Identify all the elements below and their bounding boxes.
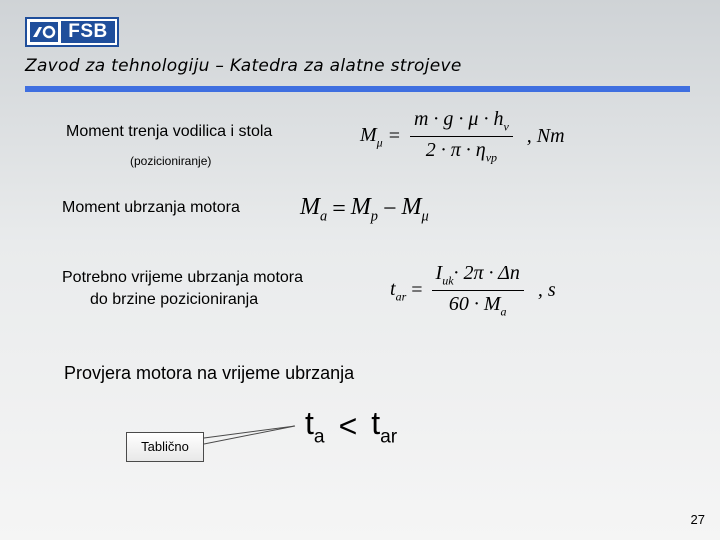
department-subtitle: Zavod za tehnologiju – Katedra za alatne strojeve [25,56,462,76]
friction-lhs: $M_\mu$ [360,123,383,150]
header-divider [25,86,690,92]
friction-moment-label: Moment trenja vodilica i stola [66,123,273,140]
acceleration-time-label-1: Potrebno vrijeme ubrzanja motora [62,269,304,286]
friction-denominator: $2 \cdot \pi \cdot \eta_{vp}$ [425,139,498,165]
acceleration-time-label-2: do brzine pozicioniranja [90,291,259,308]
friction-numerator: $m \cdot g \cdot \mu \cdot h_v$ [410,108,513,137]
motor-check-formula: $t_a$ < $t_{ar}$ [305,405,398,448]
tablicno-callout: Tablično [126,432,204,462]
callout-pointer [200,420,310,450]
acceleration-moment-formula: $M_a$ = $M_p$ − $M_\mu$ [300,194,429,225]
fsb-emblem-icon [30,22,58,42]
acceleration-time-formula: $t_{ar}$ = $\frac{I_{uk}\cdot 2\pi \cdot \Delta n}{60 \cdot M_a}$ , s [390,262,556,319]
friction-moment-formula: $M_\mu$ = $\frac{m \cdot g \cdot \mu \cdot h_v}{2 \cdot \pi \cdot \eta_{vp}}$ , Nm [360,108,565,165]
page-number: 27 [690,512,705,527]
friction-unit: , Nm [526,125,565,148]
fsb-logo [25,17,119,47]
acceleration-moment-label: Moment ubrzanja motora [62,199,240,216]
time-unit: , s [537,279,556,302]
friction-fraction [410,108,513,166]
logo-text: FSB [61,21,115,43]
friction-moment-note: (pozicioniranje) [130,154,212,168]
motor-check-label: Provjera motora na vrijeme ubrzanja [64,363,355,383]
